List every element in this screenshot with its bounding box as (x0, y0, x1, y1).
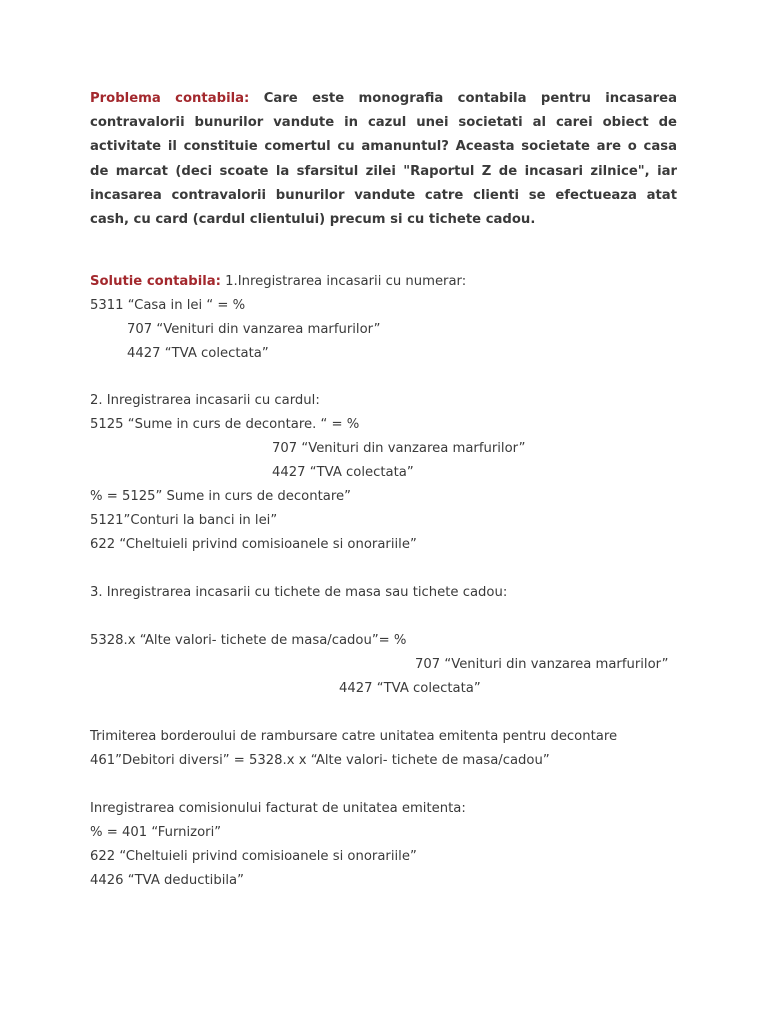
problem-paragraph (90, 87, 677, 232)
commission-title: Inregistrarea comisionului facturat de unitatea emitenta: (90, 801, 466, 816)
entry-line: 5121”Conturi la banci in lei” (90, 513, 278, 528)
entry-line: 622 “Cheltuieli privind comisioanele si onorariile” (90, 849, 417, 864)
entry-line: 5328.x “Alte valori- tichete de masa/cadou”= % (90, 633, 407, 648)
problem-label: Problema contabila: (90, 91, 250, 106)
step2-title: 2. Inregistrarea incasarii cu cardul: (90, 393, 320, 408)
entry-line: 707 “Venituri din vanzarea marfurilor” (415, 657, 669, 672)
entry-line: 461”Debitori diversi” = 5328.x x “Alte valori- tichete de masa/cadou” (90, 753, 550, 768)
reimbursement-title: Trimiterea borderoului de rambursare catre unitatea emitenta pentru decontare (90, 729, 618, 744)
step3-title: 3. Inregistrarea incasarii cu tichete de masa sau tichete cadou: (90, 585, 508, 600)
step1-title: 1.Inregistrarea incasarii cu numerar: (225, 274, 467, 289)
entry-line: 4427 “TVA colectata” (272, 465, 414, 480)
entry-line: 622 “Cheltuieli privind comisioanele si onorariile” (90, 537, 417, 552)
entry-line: 5311 “Casa in lei “ = % (90, 298, 246, 313)
entry-line: % = 5125” Sume in curs de decontare” (90, 489, 351, 504)
entry-line: 4427 “TVA colectata” (339, 681, 481, 696)
entry-line: % = 401 “Furnizori” (90, 825, 222, 840)
solution-label: Solutie contabila: (90, 274, 221, 289)
entry-line: 707 “Venituri din vanzarea marfurilor” (127, 322, 381, 337)
entry-line: 4427 “TVA colectata” (127, 346, 269, 361)
problem-text: Care este monografia contabila pentru incasarea contravalorii bunurilor vandute in cazul unei societati al carei obiect de activitate il constituie comertul cu amanuntul? Aceasta societate are o casa de marcat (deci scoate la sfarsitul zilei "Raportul Z de incasari zilnice", iar incasarea contravalorii bunurilor vandute catre clienti se efectueaza atat cash, cu card (cardul clientului) precum si cu tichete cadou. (90, 91, 677, 228)
entry-line: 4426 “TVA deductibila” (90, 873, 244, 888)
solution-heading (90, 274, 466, 290)
entry-line: 707 “Venituri din vanzarea marfurilor” (272, 441, 526, 456)
entry-line: 5125 “Sume in curs de decontare. “ = % (90, 417, 360, 432)
